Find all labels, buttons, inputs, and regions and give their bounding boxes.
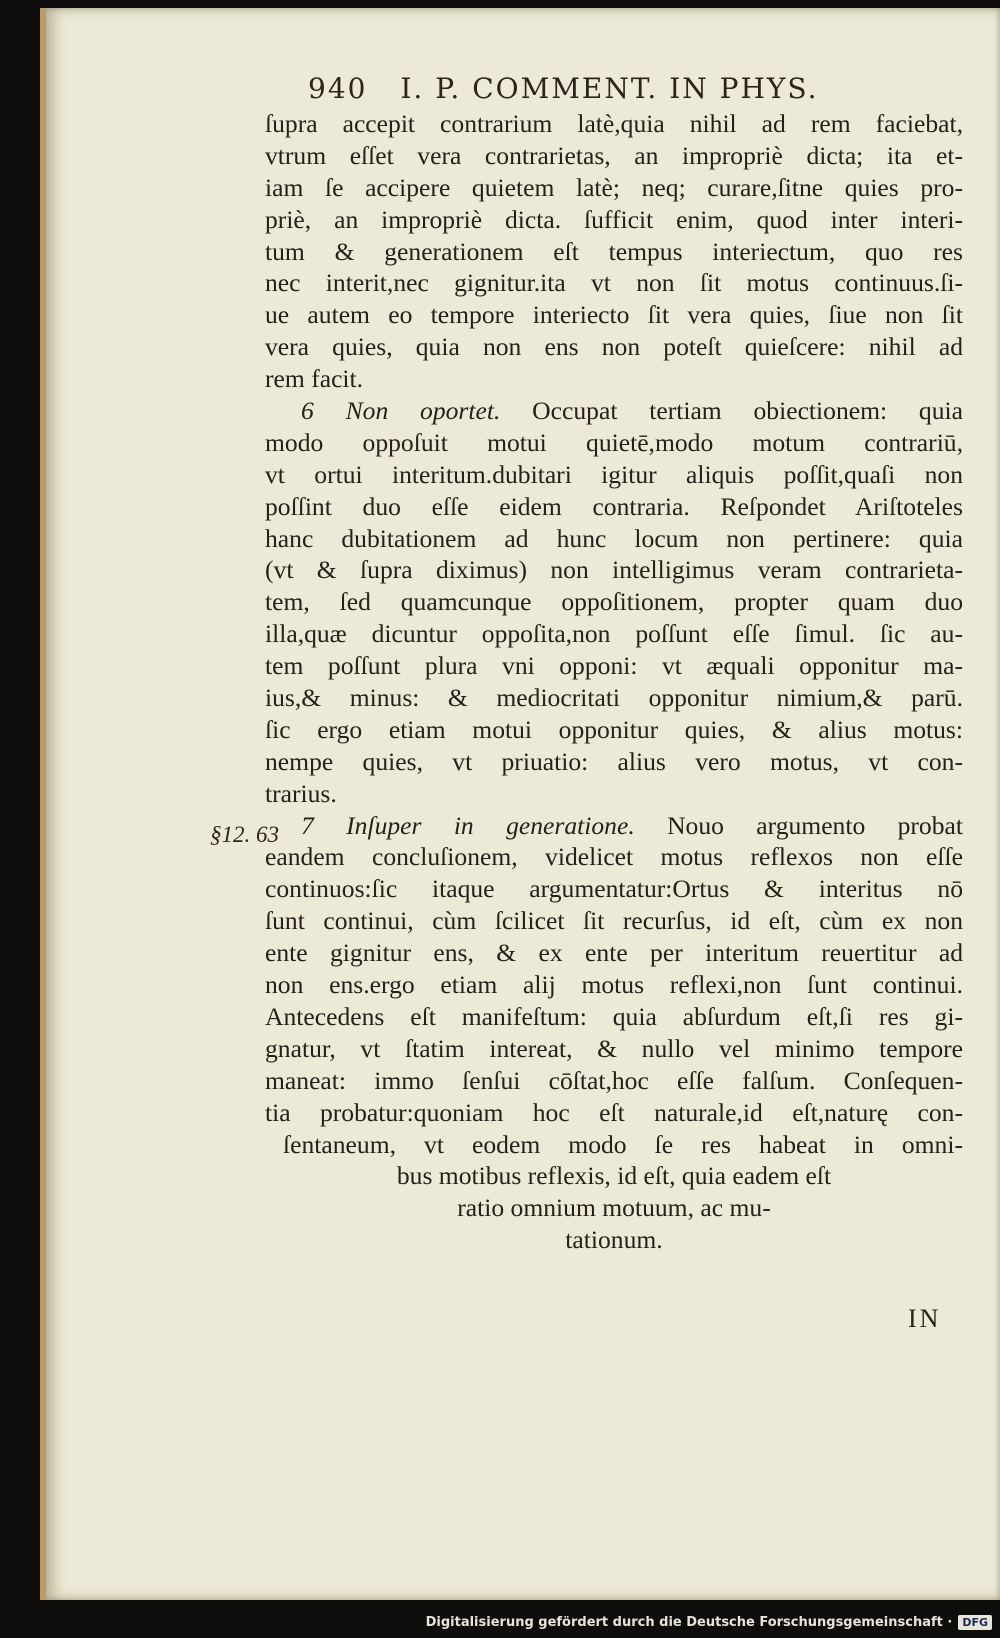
lemma: 7 Inſuper in generatione.	[301, 810, 668, 840]
text-line	[265, 1033, 963, 1065]
line-text: priè, an impropriè dicta. ſufficit enim, quod inter interi-	[265, 204, 963, 234]
text-line	[265, 841, 963, 873]
text-line	[265, 937, 963, 969]
line-text: ente gignitur ens, & ex ente per interitum reuertitur ad	[265, 938, 963, 968]
line-text: non ens.ergo etiam alij motus reflexi,non ſunt continui.	[265, 970, 963, 1000]
line-text: continuos:ſic itaque argumentatur:Ortus & interitus nō	[265, 874, 963, 904]
line-text: tum & generationem eſt tempus interiectum, quo res	[265, 236, 963, 266]
line-text: maneat: immo ſenſui cōſtat,hoc eſſe falſum. Conſequen-	[265, 1065, 963, 1095]
line-text: Nouo argumento probat	[667, 810, 963, 840]
line-text: ſentaneum, vt eodem modo ſe res habeat in omni-	[283, 1129, 963, 1159]
text-line	[265, 746, 963, 778]
text-line	[265, 905, 963, 937]
dfg-logo-icon: DFG	[958, 1615, 992, 1630]
line-text: rem facit.	[265, 364, 364, 394]
line-text: tem, ſed quamcunque oppoſitionem, propter quam duo	[265, 587, 963, 617]
line-text: ue autem eo tempore interiecto ſit vera quies, ſiue non ſit	[265, 300, 963, 330]
digitization-footer	[426, 1606, 992, 1638]
text-line	[265, 618, 963, 650]
text-line	[265, 714, 963, 746]
text-line	[265, 682, 963, 714]
line-text: trarius.	[265, 778, 337, 808]
line-text: tia probatur:quoniam hoc eſt naturale,id eſt,naturę con-	[265, 1097, 963, 1127]
commentary-text	[265, 108, 963, 1256]
text-line	[265, 1129, 963, 1161]
text-line	[265, 1065, 963, 1097]
line-text: ſupra accepit contrarium latè,quia nihil ad rem faciebat,	[265, 109, 963, 138]
text-line	[265, 650, 963, 682]
line-text: vt ortui interitum.dubitari igitur aliquis poſſit,quaſi non	[265, 459, 963, 489]
line-text: tationum.	[565, 1225, 663, 1255]
text-line	[265, 140, 963, 172]
text-line	[265, 554, 963, 586]
line-text: Occupat tertiam obiectionem: quia	[532, 396, 963, 426]
text-line	[265, 873, 963, 905]
line-text: ius,& minus: & mediocritati opponitur nimium,& parū.	[265, 683, 963, 713]
line-text: ratio omnium motuum, ac mu-	[457, 1193, 771, 1223]
text-line	[265, 395, 963, 427]
catchword: IN	[908, 1304, 942, 1333]
text-line	[265, 1097, 963, 1129]
text-line	[265, 331, 963, 363]
line-text: gnatur, vt ſtatim intereat, & nullo vel minimo tempore	[265, 1033, 963, 1063]
line-text: nec interit,nec gignitur.ita vt non ſit motus continuus.ſi-	[265, 268, 963, 298]
line-text: vera quies, quia non ens non poteſt quieſcere: nihil ad	[265, 332, 963, 362]
line-text: ſic ergo etiam motui opponitur quies, & alius motus:	[265, 714, 963, 744]
page-number: 940	[308, 72, 368, 105]
line-text: illa,quæ dicuntur oppoſita,non poſſunt eſſe ſimul. ſic au-	[265, 619, 963, 649]
running-header	[308, 72, 908, 112]
text-line	[265, 778, 963, 810]
line-text: poſſint duo eſſe eidem contraria. Reſpondet Ariſtoteles	[265, 491, 963, 521]
line-text: eandem concluſionem, videlicet motus reflexos non eſſe	[265, 842, 963, 872]
text-line	[265, 459, 963, 491]
line-text: (vt & ſupra diximus) non intelligimus veram contrarieta-	[265, 555, 963, 585]
text-line	[265, 1001, 963, 1033]
lemma: 6 Non oportet.	[301, 396, 533, 426]
line-text: bus motibus reflexis, id eſt, quia eadem eſt	[396, 1161, 832, 1191]
line-text: ſunt continui, cùm ſcilicet ſit recurſus, id eſt, cùm ex non	[265, 906, 963, 936]
text-line	[265, 427, 963, 459]
text-line	[265, 1160, 963, 1192]
line-text: hanc dubitationem ad hunc locum non pertinere: quia	[265, 523, 963, 553]
text-line	[265, 172, 963, 204]
line-text: vtrum eſſet vera contrarietas, an impropriè dicta; ita et-	[265, 140, 963, 170]
line-text: Antecedens eſt manifeſtum: quia abſurdum eſt,ſi res gi-	[265, 1001, 963, 1031]
text-line	[265, 108, 963, 140]
margin-note: §12. 63	[210, 822, 279, 847]
line-text: modo oppoſuit motui quietē,modo motum contrariū,	[265, 427, 963, 457]
text-line	[265, 969, 963, 1001]
text-line	[265, 236, 963, 268]
text-line	[265, 363, 963, 395]
line-text: iam ſe accipere quietem latè; neq; curare,ſitne quies pro-	[265, 172, 963, 202]
text-line	[265, 1192, 963, 1224]
text-line	[265, 586, 963, 618]
text-line	[265, 299, 963, 331]
text-line	[265, 810, 963, 842]
text-line	[265, 204, 963, 236]
text-line	[265, 523, 963, 555]
running-title: I. P. COMMENT. IN PHYS.	[400, 72, 819, 105]
text-line	[265, 1224, 963, 1256]
text-line	[265, 267, 963, 299]
line-text: nempe quies, vt priuatio: alius vero motus, vt con-	[265, 746, 963, 776]
text-line	[265, 491, 963, 523]
funding-credit: Digitalisierung gefördert durch die Deutsche Forschungsgemeinschaft ·	[425, 1614, 953, 1630]
line-text: tem poſſunt plura vni opponi: vt æquali opponitur ma-	[265, 651, 963, 681]
